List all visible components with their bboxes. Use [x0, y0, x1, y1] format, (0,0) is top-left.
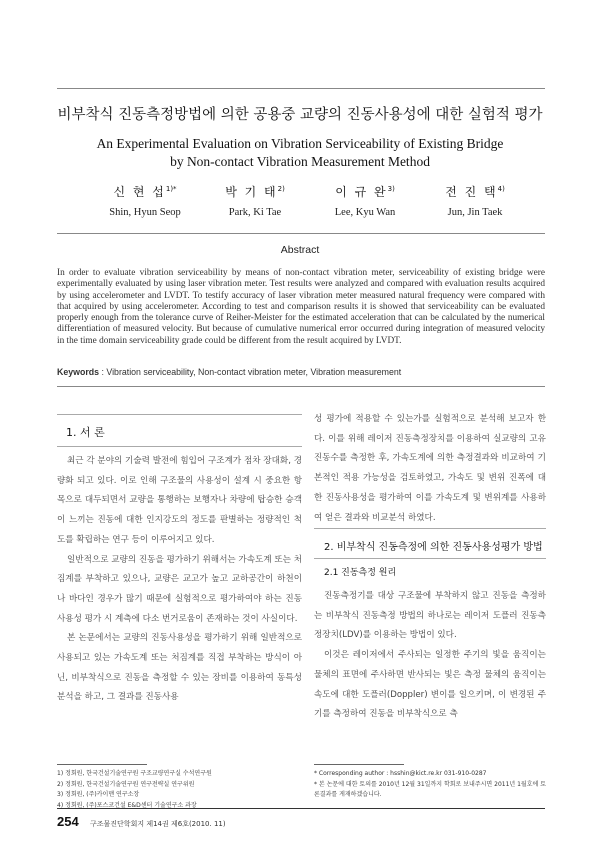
keywords-line — [57, 367, 545, 377]
footer-rule — [57, 808, 545, 809]
section-1-bottom-rule — [57, 446, 302, 447]
section-2-bottom-rule — [314, 558, 546, 559]
section-2-1-paragraph-1: 진동측정기를 대상 구조물에 부착하지 않고 진동을 측정하는 비부착식 진동측정 방법의 하나로는 레이저 도플러 진동측정장치(LDV)를 이용하는 방법이 있다. — [314, 591, 546, 641]
author-name-en: Park, Ki Tae — [228, 207, 282, 218]
author-affiliation-mark: 3) — [387, 185, 395, 193]
section-2-1-paragraph-2: 이것은 레이저에서 주사되는 일정한 주기의 빛을 움직이는 물체의 표면에 주사하면 반사되는 빛은 측정 물체의 움직이는 속도에 대한 도플러(Doppler) 변이를 일으키며, 이 변경된 주기를 측정하여 진동을 비부착식으로 측 — [314, 650, 546, 720]
abstract-heading: Abstract — [280, 244, 320, 256]
author-3 — [310, 183, 420, 218]
author-name-en: Jun, Jin Taek — [447, 207, 503, 218]
author-name-kr: 이 규 완 — [335, 185, 388, 199]
section-1-paragraph-2: 일반적으로 교량의 진동을 평가하기 위해서는 가속도계 또는 처짐계를 부착하고 있으나, 교량은 교고가 높고 교하공간이 하천이나 바다인 경우가 많기 때문에 실험적으로 평가하여야 하는 진동사용성 평가 시 계측에 다소 번거로움이 존재하는 것이 사실이다. — [57, 554, 302, 624]
corresponding-author-note: * Corresponding author : hsshin@kict.re.kr 031-910-0287 — [314, 770, 487, 777]
author-affiliation-mark: 4) — [497, 185, 505, 193]
section-1-top-rule — [57, 414, 302, 415]
author-4 — [420, 183, 530, 218]
footnote-1: 1) 정회원, 한국건설기술연구원 구조교량연구실 수석연구원 — [57, 770, 212, 777]
author-affiliation-footnotes — [57, 769, 302, 811]
left-column-body — [57, 452, 302, 708]
section-1-paragraph-1: 최근 각 분야의 기술력 발전에 힘입어 구조계가 점차 장대화, 경량화 되고 있다. 이로 인해 구조물의 사용성이 설계 시 중요한 항목으로 대두되면서 교량을 통행하는 보행자나 차량에 탑승한 승객이 느끼는 진동에 대한 인지강도의 정도를 판별하는 정량적인 척도를 확립하는 연구 등이 이루어지고 있다. — [57, 456, 302, 545]
author-affiliation-mark: 2) — [277, 185, 285, 193]
author-1 — [90, 183, 200, 218]
author-affiliation-mark: 1)* — [165, 185, 177, 193]
page-number: 254 — [57, 814, 79, 829]
section-2-1-heading: 2.1 진동측정 원리 — [324, 568, 397, 578]
footnote-rule-right — [314, 764, 404, 765]
right-column-intro — [314, 410, 546, 528]
section-2-top-rule — [314, 528, 546, 529]
keywords-label: Keywords — [57, 367, 100, 377]
author-name-kr: 박 기 태 — [225, 185, 278, 199]
author-list — [90, 183, 530, 218]
journal-info: 구조물진단학회지 제14권 제6호(2010. 11) — [90, 820, 226, 828]
abstract-top-rule — [57, 233, 545, 234]
title-en-line-2: by Non-contact Vibration Measurement Method — [170, 154, 430, 169]
section-1-continuation: 성 평가에 적용할 수 있는가를 실험적으로 분석해 보고자 한다. 이를 위해 레이저 진동측정장치를 이용하여 실교량의 고유진동수를 측정한 후, 가속도계에 의한 측정결과와 비교하여 기본적인 적용 가능성을 검토하였고, 가속도 및 변위 진폭에 대한 진동사용성을 평가하여 이를 가속도계 및 변위계를 사용하여 얻은 결과와 비교분석 하였다. — [314, 414, 546, 523]
correspondence-footnotes — [314, 769, 546, 801]
section-1-heading: 1. 서 론 — [66, 426, 105, 439]
footnote-3: 3) 정회원, (주)카이맨 연구소장 — [57, 791, 140, 798]
author-name-kr: 신 현 섭 — [113, 185, 166, 199]
footnote-rule-left — [57, 764, 147, 765]
paper-title-english — [0, 135, 600, 171]
author-name-kr: 전 진 택 — [445, 185, 498, 199]
abstract-bottom-rule — [57, 386, 545, 387]
footnote-2: 2) 정회원, 한국건설기술연구원 연구전략실 연구위원 — [57, 780, 195, 788]
top-rule — [57, 88, 545, 89]
discussion-note: * 본 논문에 대한 토의를 2010년 12월 31일까지 학회로 보내주시면 2011년 1월호에 토론결과를 게재하겠습니다. — [314, 780, 547, 798]
footnote-4: 4) 정회원, (주)포스코건설 E&D센터 기술연구소 과장 — [57, 801, 197, 809]
author-2 — [200, 183, 310, 218]
keywords-text: : Vibration serviceability, Non-contact vibration meter, Vibration measurement — [101, 367, 402, 377]
section-1-paragraph-3: 본 논문에서는 교량의 진동사용성을 평가하기 위해 일반적으로 사용되고 있는 가속도계 또는 처짐계를 직접 부착하는 방식이 아닌, 비부착식으로 진동을 측정할 수 있는 장비를 이용하여 동특성 분석을 하고, 그 결과를 진동사용 — [57, 633, 302, 703]
right-column-body — [314, 587, 546, 725]
paper-title-korean: 비부착식 진동측정방법에 의한 공용중 교량의 진동사용성에 대한 실험적 평가 — [57, 107, 543, 123]
abstract-text: In order to evaluate vibration serviceability by means of non-contact vibration meter, serviceability of existing bridge were experimentally evaluated by using laser vibration meter. Test results were analyzed and compared with evaluation results acquired by using accelerometer and LVDT. To testify accuracy of laser vibration meter measured natural frequency were compared with that acquired by using accelerometer. According to test and comparison results it is showed that serviceability can be evaluated properly enough from the tolerance curve of Reiher-Meister for the estimated acceleration that can be calculated by the numerical differentiation of measured velocity. But because of cumulative numerical error occurred during integration of measured velocity in the time domain serviceability grade could be different from the result acquired by LVDT. — [57, 268, 545, 346]
title-en-line-1: An Experimental Evaluation on Vibration Serviceability of Existing Bridge — [96, 136, 504, 151]
section-2-heading: 2. 비부착식 진동측정에 의한 진동사용성평가 방법 — [324, 542, 543, 553]
author-name-en: Lee, Kyu Wan — [334, 207, 396, 218]
author-name-en: Shin, Hyun Seop — [109, 207, 181, 218]
